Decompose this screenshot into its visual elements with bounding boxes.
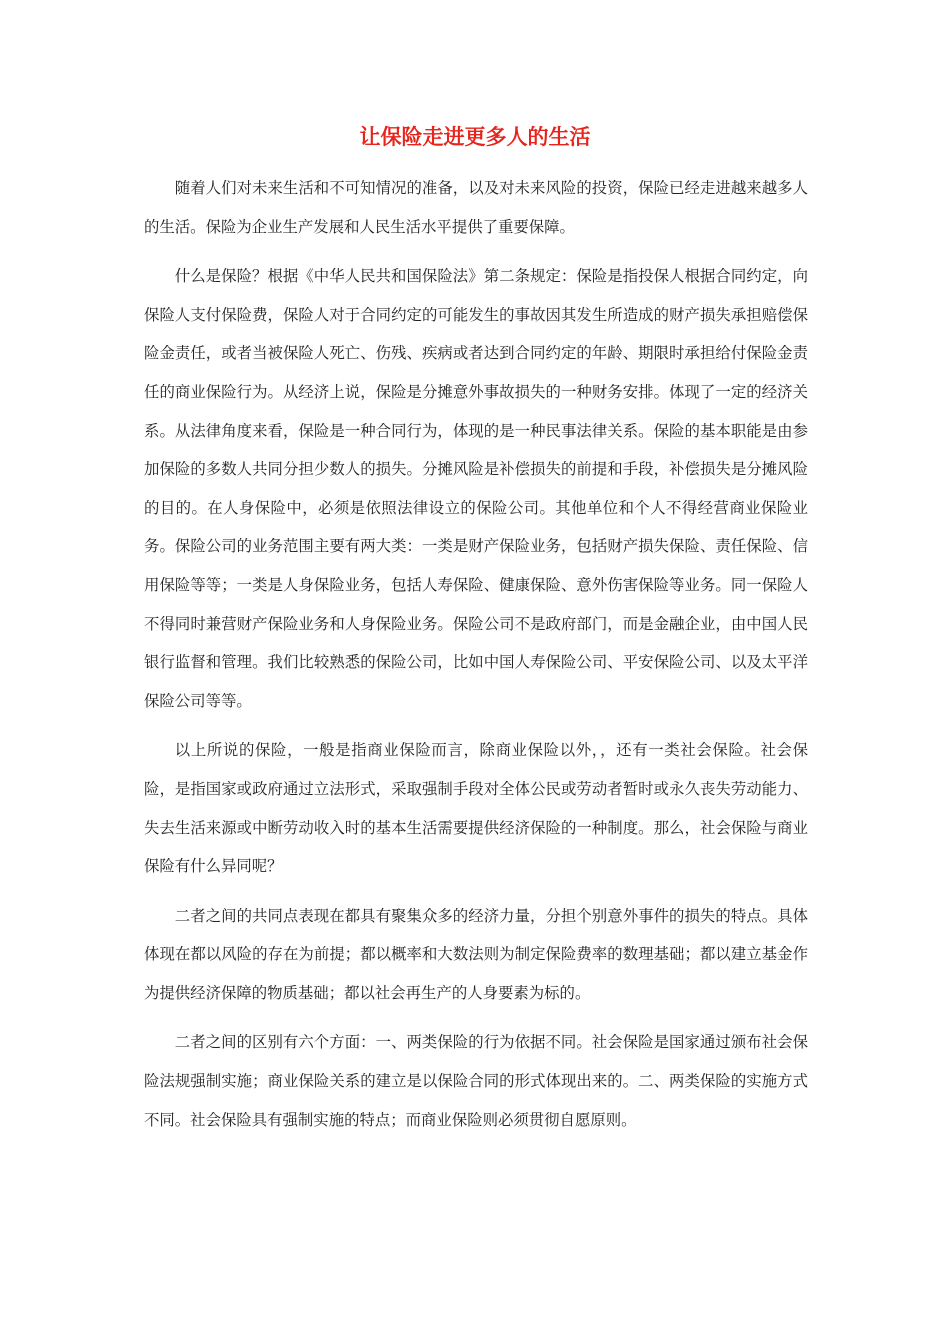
paragraph-differences: 二者之间的区别有六个方面：一、两类保险的行为依据不同。社会保险是国家通过颁布社会保险法规强制实施；商业保险关系的建立是以保险合同的形式体现出来的。二、两类保险的实施方式不同。社会保险具有强制实施的特点；而商业保险则必须贯彻自愿原则。: [144, 1033, 808, 1129]
page-title: 让保险走进更多人的生活: [359, 124, 591, 149]
paragraph-definition: 什么是保险？根据《中华人民共和国保险法》第二条规定：保险是指投保人根据合同约定，向保险人支付保险费，保险人对于合同约定的可能发生的事故因其发生所造成的财产损失承担赔偿保险金责任，或者当被保险人死亡、伤残、疾病或者达到合同约定的年龄、期限时承担给付保险金责任的商业保险行为。从经济上说，保险是分摊意外事故损失的一种财务安排。体现了一定的经济关系。从法律角度来看，保险是一种合同行为，体现的是一种民事法律关系。保险的基本职能是由参加保险的多数人共同分担少数人的损失。分摊风险是补偿损失的前提和手段，补偿损失是分摊风险的目的。在人身保险中，必须是依照法律设立的保险公司。其他单位和个人不得经营商业保险业务。保险公司的业务范围主要有两大类：一类是财产保险业务，包括财产损失保险、责任保险、信用保险等等；一类是人身保险业务，包括人寿保险、健康保险、意外伤害保险等业务。同一保险人不得同时兼营财产保险业务和人身保险业务。保险公司不是政府部门，而是金融企业，由中国人民银行监督和管理。我们比较熟悉的保险公司，比如中国人寿保险公司、平安保险公司、以及太平洋保险公司等等。: [144, 267, 808, 710]
paragraph-social-insurance: 以上所说的保险，一般是指商业保险而言，除商业保险以外，，还有一类社会保险。社会保险，是指国家或政府通过立法形式，采取强制手段对全体公民或劳动者暂时或永久丧失劳动能力、失去生活来源或中断劳动收入时的基本生活需要提供经济保险的一种制度。那么，社会保险与商业保险有什么异同呢？: [144, 741, 808, 876]
paragraph-similarities: 二者之间的共同点表现在都具有聚集众多的经济力量，分担个别意外事件的损失的特点。具体体现在都以风险的存在为前提；都以概率和大数法则为制定保险费率的数理基础；都以建立基金作为提供经济保障的物质基础；都以社会再生产的人身要素为标的。: [144, 906, 808, 1002]
paragraph-intro: 随着人们对未来生活和不可知情况的准备，以及对未来风险的投资，保险已经走进越来越多人的生活。保险为企业生产发展和人民生活水平提供了重要保障。: [144, 179, 808, 236]
document-body: [144, 169, 808, 1150]
